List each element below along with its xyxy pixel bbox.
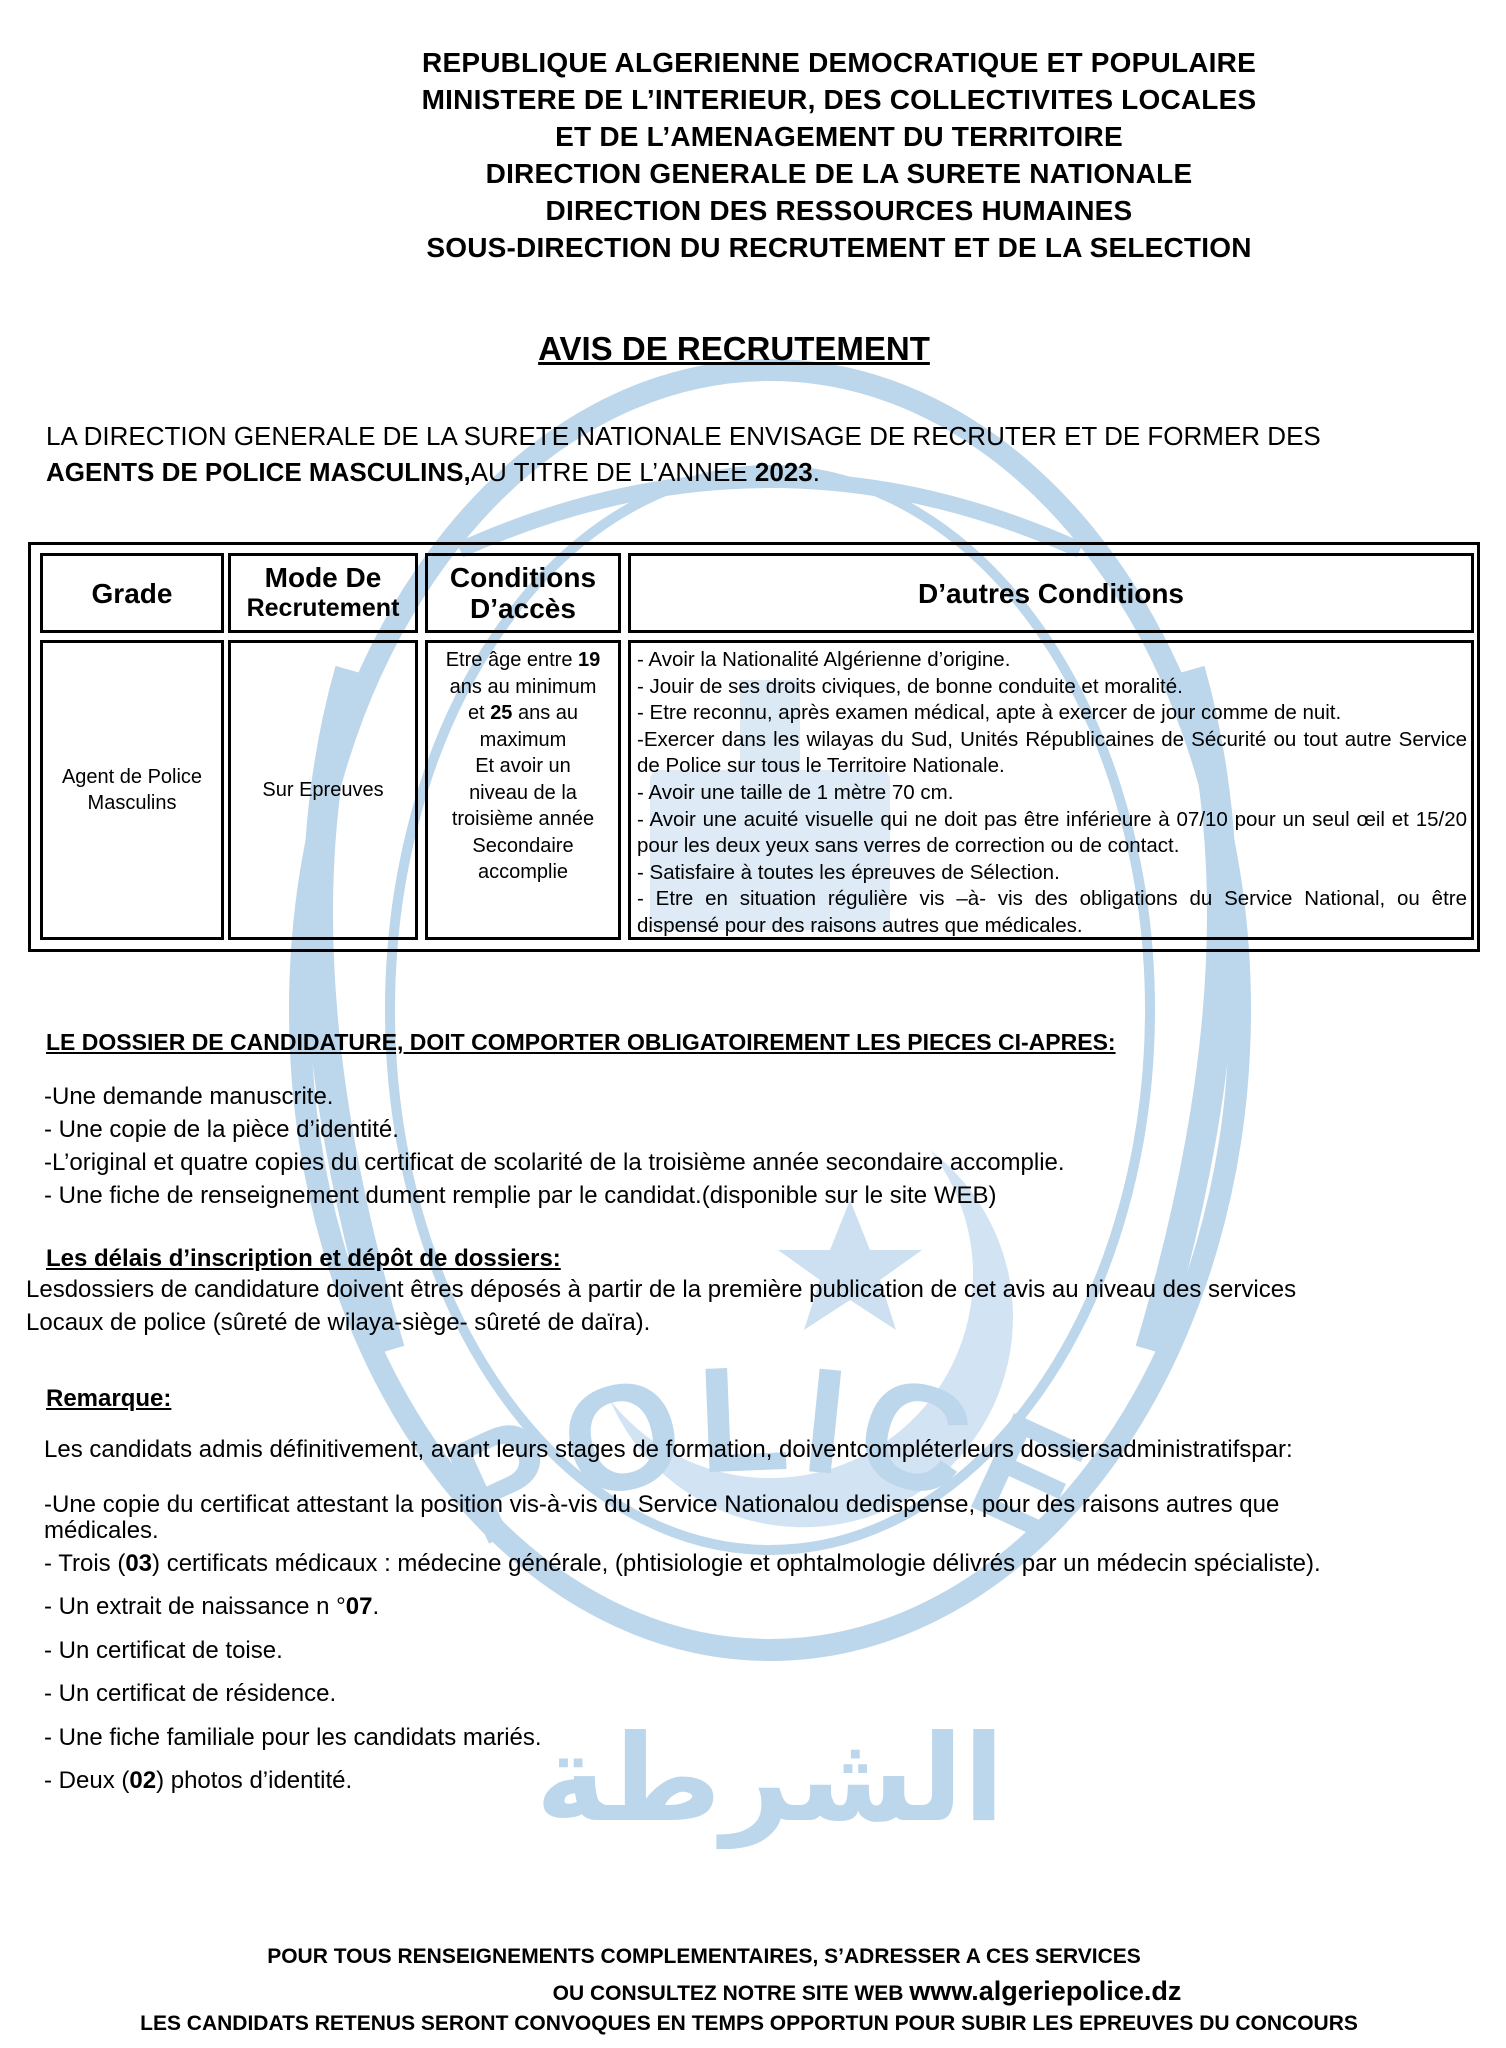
remarque-title: Remarque: (46, 1385, 172, 1412)
header-conditions-label (450, 562, 596, 624)
header-line: DIRECTION DES RESSOURCES HUMAINES (545, 195, 1133, 226)
header-conditions-line: D’accès (470, 593, 576, 624)
delais-title: Les délais d’inscription et dépôt de dossiers: (46, 1245, 561, 1272)
header-grade-label: Grade (91, 577, 173, 609)
remarque-text: ) photos d’identité. (156, 1767, 353, 1794)
access-text: Et avoir un (475, 755, 571, 777)
dossier-item: -L’original et quatre copies du certificat de scolarité de la troisième année secondaire accomplie. (44, 1149, 1065, 1176)
header-line: REPUBLIQUE ALGERIENNE DEMOCRATIQUE ET POPULAIRE (422, 47, 1256, 78)
cell-grade (40, 640, 224, 940)
intro-paragraph (46, 418, 1466, 490)
remarque-intro: Les candidats admis définitivement, avant leurs stages de formation, doiventcompléterleurs dossiersadministratifspar: (44, 1436, 1293, 1463)
access-text: ans au minimum (449, 675, 597, 698)
header-line: ET DE L’AMENAGEMENT DU TERRITOIRE (555, 121, 1123, 152)
access-text: Etre âge entre (445, 649, 579, 671)
header-conditions-line: Conditions (449, 562, 597, 593)
dossier-title: LE DOSSIER DE CANDIDATURE, DOIT COMPORTER OBLIGATOIREMENT LES PIECES CI-APRES: (46, 1029, 1116, 1055)
remarque-item: - Un certificat de toise. (44, 1637, 283, 1664)
delais-line: Locaux de police (sûreté de wilaya-siège- sûreté de daïra). (26, 1309, 651, 1336)
cell-mode (228, 640, 418, 940)
grade-value (62, 764, 202, 817)
notice-title: AVIS DE RECRUTEMENT (538, 330, 930, 367)
header-line: MINISTERE DE L’INTERIEUR, DES COLLECTIVITES LOCALES (421, 84, 1257, 115)
access-text: Secondaire (472, 834, 574, 857)
header-mode-label (247, 562, 400, 624)
grade-line: Agent de Police (61, 765, 203, 788)
intro-text: AU TITRE DE L’ANNEE (470, 457, 755, 487)
access-text: et (467, 702, 491, 724)
header-mode-line: Mode De (264, 562, 382, 593)
remarque-line: -Une copie du certificat attestant la position vis-à-vis du Service Nationalou dedispense, pour des raisons autres que (44, 1491, 1280, 1518)
access-text: niveau de la (469, 781, 577, 804)
access-text: accomplie (477, 861, 569, 883)
remarque-item (44, 1492, 1279, 1544)
remarque-item: - Un certificat de résidence. (44, 1680, 337, 1707)
remarque-text: - Deux ( (44, 1767, 130, 1794)
header-conditions (425, 553, 621, 633)
remarque-item (44, 1593, 379, 1621)
min-age: 19 (578, 649, 601, 671)
other-condition: - Etre en situation régulière vis –à- vis des obligations du Service National, ou être dispensé pour des raisons autres que médicales. (637, 887, 1467, 937)
remarque-text: - Un extrait de naissance n ° (44, 1593, 346, 1620)
footer-line: POUR TOUS RENSEIGNEMENTS COMPLEMENTAIRES, S’ADRESSER A CES SERVICES (267, 1945, 1141, 1968)
mode-value: Sur Epreuves (262, 778, 384, 801)
watermark-arabic-word: الشرطة (535, 1710, 1005, 1849)
website-link[interactable]: www.algeriepolice.dz (909, 1976, 1182, 2006)
delais-text (26, 1273, 1466, 1339)
header-mode-line: Recrutement (246, 594, 400, 622)
remarque-text: ) certificats médicaux : médecine générale, (phtisiologie et ophtalmologie délivrés par un médecin spécialiste). (152, 1550, 1321, 1577)
remarque-text: - Trois ( (44, 1550, 126, 1577)
remarque-number: 02 (129, 1767, 157, 1794)
footer-line (114, 1976, 1506, 2007)
intro-year: 2023 (754, 457, 813, 487)
other-condition: - Avoir une taille de 1 mètre 70 cm. (637, 780, 954, 804)
intro-text: . (812, 457, 820, 487)
grade-line: Masculins (87, 792, 177, 814)
watermark-police-word: POLICE (423, 1332, 1117, 1577)
other-condition: - Etre reconnu, après examen médical, apte à exercer de jour comme de nuit. (637, 701, 1342, 725)
header (0, 44, 1506, 266)
header-grade (40, 553, 224, 633)
other-condition: - Satisfaire à toutes les épreuves de Sélection. (637, 860, 1060, 884)
dossier-item: - Une copie de la pièce d’identité. (44, 1116, 399, 1143)
other-condition: - Avoir la Nationalité Algérienne d’origine. (637, 648, 1011, 671)
delais-line: Lesdossiers de candidature doivent êtres déposés à partir de la première publication de cet avis au niveau des services (26, 1276, 1297, 1303)
intro-bold: AGENTS DE POLICE MASCULINS, (46, 457, 471, 487)
cell-access-conditions (425, 640, 621, 940)
footer-text: OU CONSULTEZ NOTRE SITE WEB (552, 1982, 910, 2005)
access-conditions (446, 647, 601, 886)
header-other-label: D’autres Conditions (917, 577, 1184, 609)
max-age: 25 (490, 702, 513, 724)
dossier-list (44, 1080, 1065, 1212)
dossier-item: -Une demande manuscrite. (44, 1083, 334, 1110)
header-mode (228, 553, 418, 633)
cell-other-conditions (628, 640, 1474, 940)
remarque-line: médicales. (44, 1517, 159, 1544)
remarque-item (44, 1767, 352, 1795)
remarque-number: 03 (125, 1550, 153, 1577)
header-other-conditions (628, 553, 1474, 633)
intro-text: LA DIRECTION GENERALE DE LA SURETE NATIONALE ENVISAGE DE RECRUTER ET DE FORMER DES (46, 421, 1321, 451)
footer-line: LES CANDIDATS RETENUS SERONT CONVOQUES EN TEMPS OPPORTUN POUR SUBIR LES EPREUVES DU CONCOURS (140, 2012, 1358, 2035)
remarque-item: - Une fiche familiale pour les candidats mariés. (44, 1724, 542, 1751)
other-condition: - Jouir de ses droits civiques, de bonne conduite et moralité. (637, 674, 1183, 698)
dossier-item: - Une fiche de renseignement dument remplie par le candidat.(disponible sur le site WEB) (44, 1182, 997, 1209)
access-text: maximum (479, 728, 567, 751)
remarque-text: . (372, 1593, 380, 1620)
other-condition: - Avoir une acuité visuelle qui ne doit pas être inférieure à 07/10 pour un seul œil et 15/20 pour les deux yeux sans verres de correction ou de contact. (637, 807, 1467, 858)
access-text: troisième année (451, 808, 595, 830)
remarque-item (44, 1550, 1321, 1578)
header-line: DIRECTION GENERALE DE LA SURETE NATIONALE (485, 158, 1193, 189)
remarque-number: 07 (345, 1593, 373, 1620)
header-line: SOUS-DIRECTION DU RECRUTEMENT ET DE LA SELECTION (426, 232, 1252, 263)
other-condition: -Exercer dans les wilayas du Sud, Unités Républicaines de Sécurité ou tout autre Service de Police sur tous le Territoire Nationale. (637, 727, 1467, 778)
access-text: ans au (512, 702, 579, 724)
